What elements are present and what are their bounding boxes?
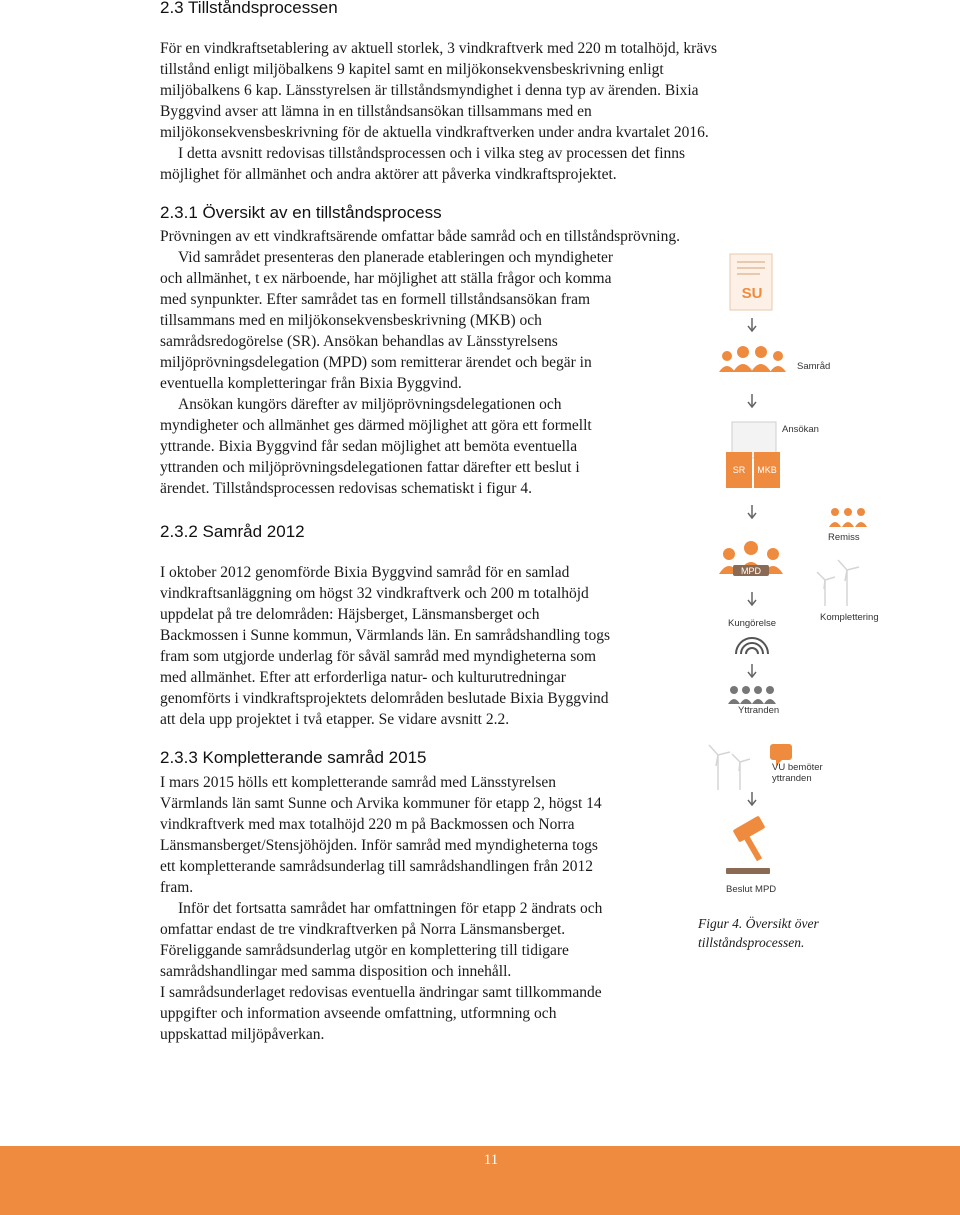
- text-line: omfattar endast de tre vindkraftverken på Norra Länsmansberget.: [160, 921, 566, 938]
- text-line: Inför det fortsatta samrådet har omfattningen för etapp 2 ändrats och: [178, 900, 603, 917]
- vu-label-line2: yttranden: [772, 773, 812, 784]
- arrow-icon: [748, 592, 756, 605]
- text-line: I samrådsunderlaget redovisas eventuella ändringar samt tillkommande: [160, 984, 602, 1001]
- people-small-icon: [829, 508, 867, 527]
- beslut-label: Beslut MPD: [726, 884, 777, 895]
- gavel-icon: [726, 815, 770, 874]
- subsection-heading: 2.3.2 Samråd 2012: [160, 522, 305, 541]
- text-line: fram.: [160, 879, 194, 896]
- mkb-label: MKB: [757, 465, 777, 475]
- text-line: eventuella kompletteringar från Bixia Byggvind.: [160, 375, 462, 392]
- intro-paragraph: [160, 38, 717, 185]
- text-line: genomförts i vindkraftsprojektets delområden beslutade Bixia Byggvind: [160, 690, 609, 707]
- text-line: möjlighet för allmänhet och andra aktörer att påverka vindkraftsprojektet.: [160, 166, 617, 183]
- samrad-2015-paragraph: [160, 772, 602, 1045]
- wind-turbine-icon: [817, 560, 859, 606]
- text-line: samrådshandlingar med samma disposition och innehåll.: [160, 963, 512, 980]
- text-line: Byggvind avser att lämna in en tillståndsansökan tillsammans med en: [160, 103, 592, 120]
- text-line: miljöbalkens 6 kap. Länsstyrelsen är tillståndsmyndighet i denna typ av ärenden. Bixia: [160, 82, 699, 99]
- caption-line: Figur 4. Översikt över: [698, 916, 819, 931]
- mpd-label: MPD: [741, 566, 761, 576]
- text-line: myndigheter och allmänhet ges därmed möjlighet att göra ett formellt: [160, 417, 592, 434]
- text-line: I mars 2015 hölls ett kompletterande samråd med Länsstyrelsen: [160, 774, 557, 791]
- text-line: Ansökan kungörs därefter av miljöprövningsdelegationen och: [178, 396, 562, 413]
- text-line: vindkraftsanläggning om högst 32 vindkraftverk och 200 m totalhöjd: [160, 585, 589, 602]
- komplettering-label: Komplettering: [820, 612, 879, 623]
- caption-line: tillståndsprocessen.: [698, 935, 805, 950]
- process-figure: [700, 240, 930, 920]
- kungorelse-label: Kungörelse: [728, 618, 777, 629]
- wind-turbine-icon: [709, 745, 750, 790]
- ansokan-label: Ansökan: [782, 424, 819, 435]
- text-line: yttranden och miljöprövningsdelegationen fattar därefter ett beslut i: [160, 459, 580, 476]
- text-line: Prövningen av ett vindkraftsärende omfattar både samråd och en tillståndsprövning.: [160, 228, 680, 245]
- yttranden-label: Yttranden: [738, 705, 780, 716]
- text-line: uppskattad miljöpåverkan.: [160, 1026, 325, 1043]
- samrad-2012-paragraph: [160, 562, 610, 730]
- sound-waves-icon: [736, 638, 768, 654]
- subsection-heading: 2.3.3 Kompletterande samråd 2015: [160, 748, 427, 767]
- text-line: med allmänhet. Efter att erforderliga natur- och kulturutredningar: [160, 669, 566, 686]
- text-line: uppgifter och information avseende omfattning, utformning och: [160, 1005, 557, 1022]
- text-line: För en vindkraftsetablering av aktuell storlek, 3 vindkraftverk med 220 m totalhöjd, krävs: [160, 40, 718, 57]
- text-line: med synpunkter. Efter samrådet tas en formell tillståndsansökan fram: [160, 291, 591, 308]
- text-line: att dela upp projektet i två etapper. Se vidare avsnitt 2.2.: [160, 711, 510, 728]
- overview-paragraph: [160, 226, 680, 499]
- document-su-icon: [730, 254, 772, 310]
- text-line: Länsmansberget/Stensjöhöjden. Inför samråd med myndigheterna togs: [160, 837, 598, 854]
- text-line: miljöprövningsdelegation (MPD) som remitterar ärendet och begär in: [160, 354, 592, 371]
- text-line: tillstånd enligt miljöbalkens 9 kapitel samt en miljökonsekvensbeskrivning enligt: [160, 61, 664, 78]
- subsection-heading: 2.3.1 Översikt av en tillståndsprocess: [160, 203, 442, 222]
- mpd-group-icon: [719, 541, 783, 576]
- arrow-icon: [748, 318, 756, 331]
- text-line: Vid samrådet presenteras den planerade etableringen och myndigheter: [178, 249, 614, 266]
- text-line: ett kompletterande samrådsunderlag till samrådshandlingen från 2012: [160, 858, 594, 875]
- text-line: uppdelat på tre delområden: Häjsberget, Länsmansberget och: [160, 606, 540, 623]
- text-line: vindkraftverk med max totalhöjd 220 m på Backmossen och Norra: [160, 816, 575, 833]
- text-line: och allmänhet, t ex närboende, har möjlighet att ställa frågor och komma: [160, 270, 612, 287]
- text-line: I oktober 2012 genomförde Bixia Byggvind samråd för en samlad: [160, 564, 570, 581]
- section-heading: 2.3 Tillståndsprocessen: [160, 0, 338, 17]
- su-label: SU: [741, 285, 763, 302]
- text-line: fram som utgjorde underlag för såväl samråd med myndigheterna som: [160, 648, 597, 665]
- people-group-icon: [719, 346, 786, 372]
- page-number: 11: [483, 1152, 499, 1168]
- text-line: Backmossen i Sunne kommun, Värmlands län. En samrådshandling togs: [160, 627, 611, 644]
- application-documents-icon: [726, 422, 780, 488]
- arrow-icon: [748, 394, 756, 407]
- text-line: Värmlands län samt Sunne och Arvika kommuner för etapp 2, högst 14: [160, 795, 602, 812]
- arrow-icon: [748, 664, 756, 677]
- text-line: yttrande. Bixia Byggvind får sedan möjlighet att bemöta eventuella: [160, 438, 578, 455]
- text-line: samrådsredogörelse (SR). Ansökan behandlas av Länsstyrelsens: [160, 333, 558, 350]
- arrow-icon: [748, 505, 756, 518]
- remiss-label: Remiss: [828, 532, 860, 543]
- arrow-icon: [748, 792, 756, 805]
- text-line: miljökonsekvensbeskrivning för de aktuella vindkraftverken under andra kvartalet 2016.: [160, 124, 709, 141]
- vu-label-line1: VU bemöter: [772, 762, 823, 773]
- sr-label: SR: [732, 465, 746, 475]
- people-row-icon: [728, 686, 776, 704]
- figure-caption: [698, 914, 819, 952]
- text-line: Föreliggande samrådsunderlag utgör en komplettering till tidigare: [160, 942, 569, 959]
- text-line: tillsammans med en miljökonsekvensbeskrivning (MKB) och: [160, 312, 542, 329]
- samrad-label: Samråd: [797, 361, 831, 372]
- text-line: I detta avsnitt redovisas tillståndsprocessen och i vilka steg av processen det finns: [178, 145, 686, 162]
- text-line: ärendet. Tillståndsprocessen redovisas schematiskt i figur 4.: [160, 480, 532, 497]
